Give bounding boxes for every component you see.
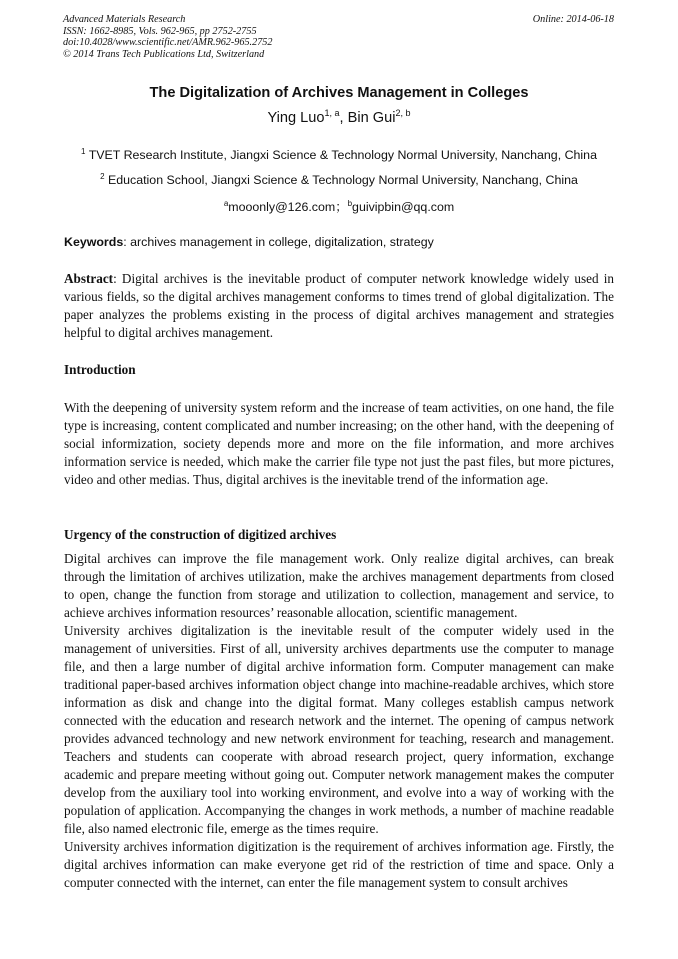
affiliation [0,148,678,162]
author-affiliation-mark: 1, a [324,108,340,118]
email-address: guivipbin@qq.com [352,200,455,214]
keywords-label: Keywords [64,235,124,249]
email-mark: b [347,199,353,208]
journal-name: Advanced Materials Research [63,14,186,25]
body-paragraph: University archives digitalization is the inevitable result of the computer widely used in the management of universities. First of all, university archives departments use the computer to manage file, and then a large number of digital archive information form. Computer management can make traditional paper-based archives information object change into machine-readable archives, which store information as disk and change into the digital format. Many colleges establish campus network connected with the education and research network and the internet. The opening of campus network provides advanced technology and new network environment for teaching, research and management. Teachers and students can cooperate with abroad research project, query information, exchange academic and prepare meeting without going out. Computer network management makes the computer develop from the auxiliary tool into working environment, and evolve into a way of working with the population of application. Accompanying the changes in work methods, a number of machine readable file, also named electronic file, emerge as the times require. [64,623,614,836]
abstract-text: : Digital archives is the inevitable product of computer network knowledge widely used in various fields, so the digital archives management conforms to times trend of global digitalization. The paper analyzes the problems existing in the process of digital archives management and strategies helpful to digital archives management. [64,271,614,340]
affiliation-text: Education School, Jiangxi Science & Technology Normal University, Nanchang, China [107,173,578,187]
author-affiliation-mark: 2, b [395,108,411,118]
section-body [64,550,614,892]
copyright-line: © 2014 Trans Tech Publications Ltd, Switzerland [63,48,265,60]
author-name: Bin Gui [347,110,396,126]
body-paragraph: University archives information digitization is the requirement of archives information age. Firstly, the digital archives information can make everyone get rid of the restriction of time and space. Only a computer connected with the internet, can enter the file management system to consult archives [64,839,614,890]
paper-title: The Digitalization of Archives Management in Colleges [149,85,529,101]
journal-header [63,14,272,60]
abstract [64,270,614,342]
author-name: Ying Luo [267,110,325,126]
abstract-label: Abstract [64,271,114,286]
author-line [0,110,678,126]
issn-line: ISSN: 1662-8985, Vols. 962-965, pp 2752-2755 [63,25,257,37]
affiliation-number: 1 [81,147,86,156]
author-separator: , [339,110,348,126]
body-paragraph: Digital archives can improve the file management work. Only realize digital archives, can break through the limitation of archives utilization, make the archives management departments from closed to open, change the function from storage and utilization to collection, management and service, to achieve archives information resources’ reasonable allocation, scientific management. [64,551,614,620]
keywords-text: : archives management in college, digitalization, strategy [123,235,434,249]
intro-paragraph: With the deepening of university system reform and the increase of team activities, on one hand, the file type is increasing, content complicated and number increasing; on the other hand, with the deepening of social informization, society depends more and more on the file information, and more archives information service is needed, which make the carrier file type not just the past files, but more pictures, video and other medias. Thus, digital archives is the inevitable trend of the information age. [64,400,614,487]
affiliation-text: TVET Research Institute, Jiangxi Science & Technology Normal University, Nanchang, China [88,148,597,162]
author-emails [0,197,678,215]
affiliation-number: 2 [100,172,105,181]
doi-line: doi:10.4028/www.scientific.net/AMR.962-965.2752 [63,37,273,49]
section-heading: Introduction [64,362,136,377]
email-mark: a [223,199,229,208]
online-date: Online: 2014-06-18 [532,14,614,25]
affiliation [0,173,678,187]
section-heading: Urgency of the construction of digitized archives [64,527,337,542]
keywords [64,235,434,249]
email-address: mooonly@126.com； [228,200,348,214]
